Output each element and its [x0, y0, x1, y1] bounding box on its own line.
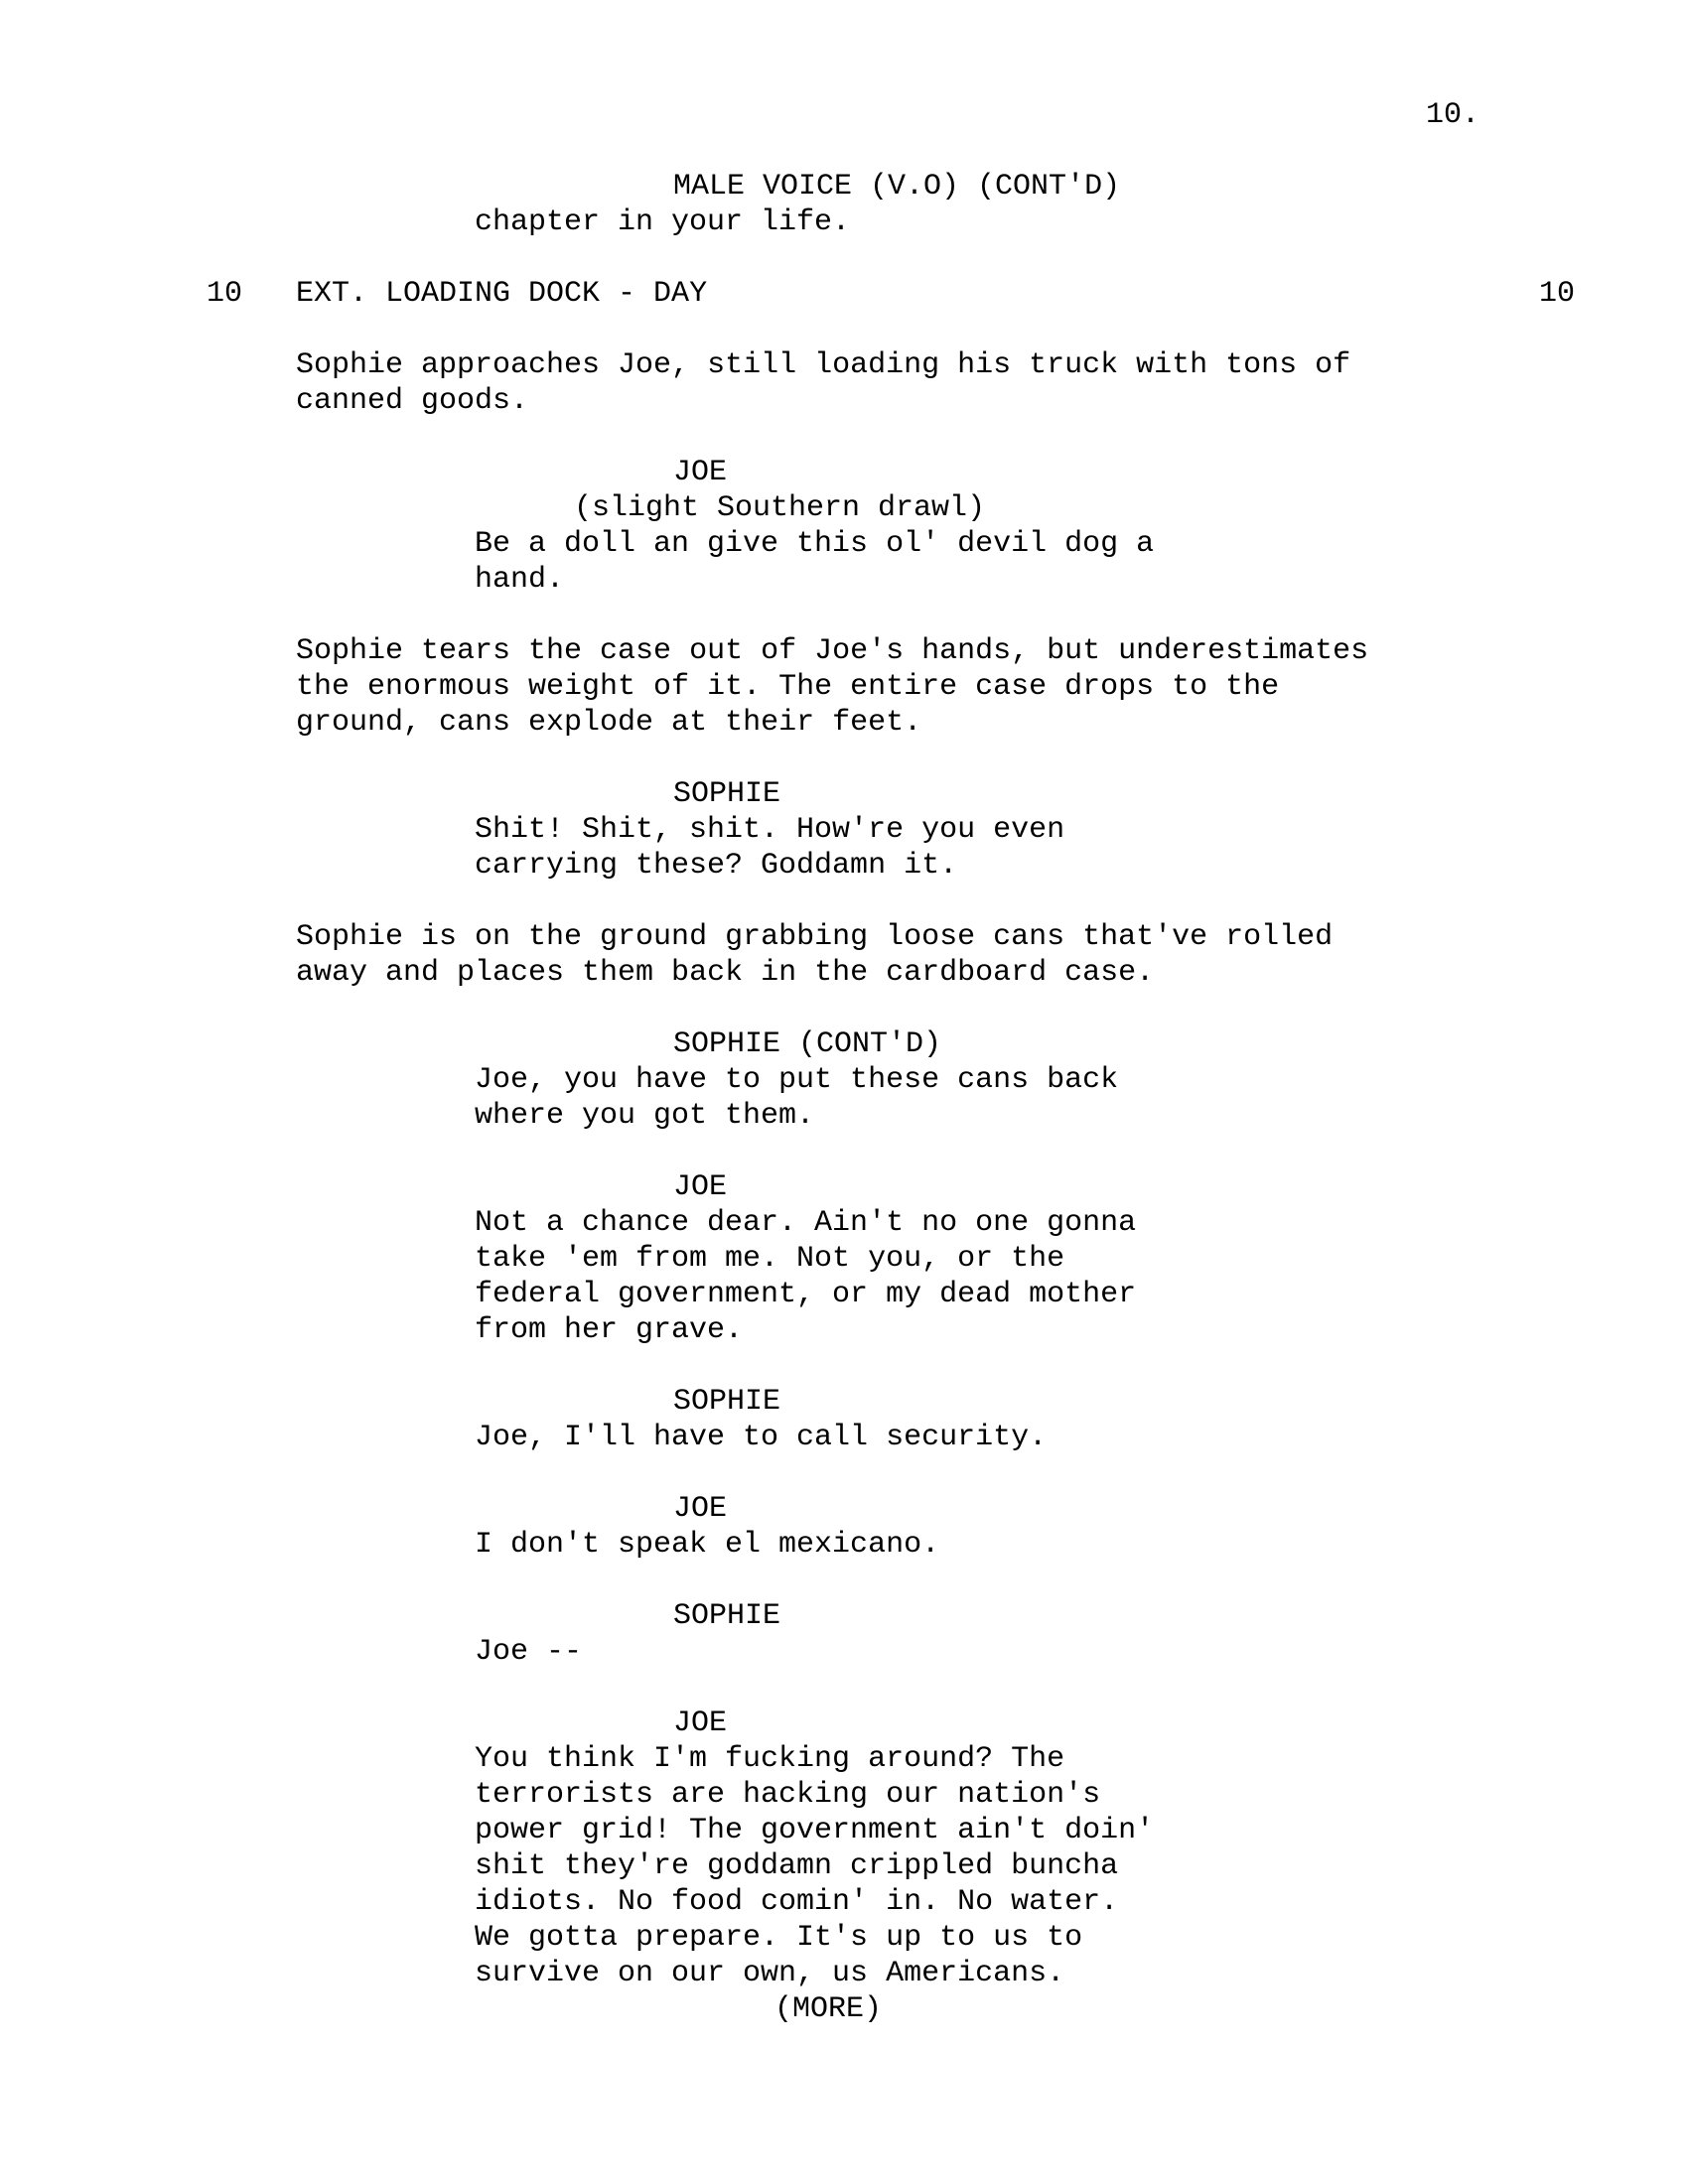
- character-name: JOE: [673, 1170, 728, 1204]
- character-name: JOE: [673, 1706, 728, 1740]
- character-name: SOPHIE: [673, 1599, 781, 1633]
- dialogue-line: carrying these? Goddamn it.: [475, 849, 958, 883]
- dialogue-line: chapter in your life.: [475, 205, 851, 239]
- dialogue-line: Shit! Shit, shit. How're you even: [475, 813, 1065, 847]
- parenthetical: (slight Southern drawl): [574, 491, 986, 525]
- dialogue-line: You think I'm fucking around? The: [475, 1742, 1065, 1776]
- dialogue-line: from her grave.: [475, 1313, 744, 1347]
- action-line: canned goods.: [296, 384, 529, 418]
- scene-number-right: 10: [1539, 277, 1576, 311]
- character-name: MALE VOICE (V.O) (CONT'D): [673, 170, 1121, 204]
- page-number: 10.: [1426, 98, 1480, 132]
- dialogue-line: federal government, or my dead mother: [475, 1278, 1137, 1311]
- dialogue-line: hand.: [475, 563, 565, 597]
- character-name: JOE: [673, 456, 728, 489]
- character-name: SOPHIE: [673, 777, 781, 811]
- action-line: the enormous weight of it. The entire case drops to the: [296, 670, 1280, 704]
- character-name: SOPHIE: [673, 1385, 781, 1419]
- dialogue-line: Joe --: [475, 1635, 583, 1669]
- dialogue-line: power grid! The government ain't doin': [475, 1814, 1155, 1847]
- dialogue-line: I don't speak el mexicano.: [475, 1528, 940, 1562]
- dialogue-line: where you got them.: [475, 1099, 815, 1133]
- action-line: ground, cans explode at their feet.: [296, 706, 922, 740]
- action-line: Sophie tears the case out of Joe's hands, but underestimates: [296, 634, 1369, 668]
- dialogue-line: terrorists are hacking our nation's: [475, 1778, 1101, 1812]
- action-line: Sophie is on the ground grabbing loose cans that've rolled: [296, 920, 1334, 954]
- dialogue-line: survive on our own, us Americans.: [475, 1957, 1065, 1990]
- action-line: away and places them back in the cardboard case.: [296, 956, 1155, 990]
- scene-heading: EXT. LOADING DOCK - DAY: [296, 277, 708, 311]
- character-name: JOE: [673, 1492, 728, 1526]
- dialogue-line: Joe, I'll have to call security.: [475, 1421, 1048, 1454]
- dialogue-line: Not a chance dear. Ain't no one gonna: [475, 1206, 1137, 1240]
- character-name: SOPHIE (CONT'D): [673, 1027, 942, 1061]
- dialogue-line: shit they're goddamn crippled buncha: [475, 1849, 1119, 1883]
- dialogue-line: Joe, you have to put these cans back: [475, 1063, 1119, 1097]
- dialogue-line: take 'em from me. Not you, or the: [475, 1242, 1065, 1276]
- more-marker: (MORE): [774, 1992, 883, 2026]
- dialogue-line: Be a doll an give this ol' devil dog a: [475, 527, 1155, 561]
- action-line: Sophie approaches Joe, still loading his truck with tons of: [296, 348, 1351, 382]
- scene-number-left: 10: [207, 277, 243, 311]
- dialogue-line: idiots. No food comin' in. No water.: [475, 1885, 1119, 1919]
- dialogue-line: We gotta prepare. It's up to us to: [475, 1921, 1083, 1955]
